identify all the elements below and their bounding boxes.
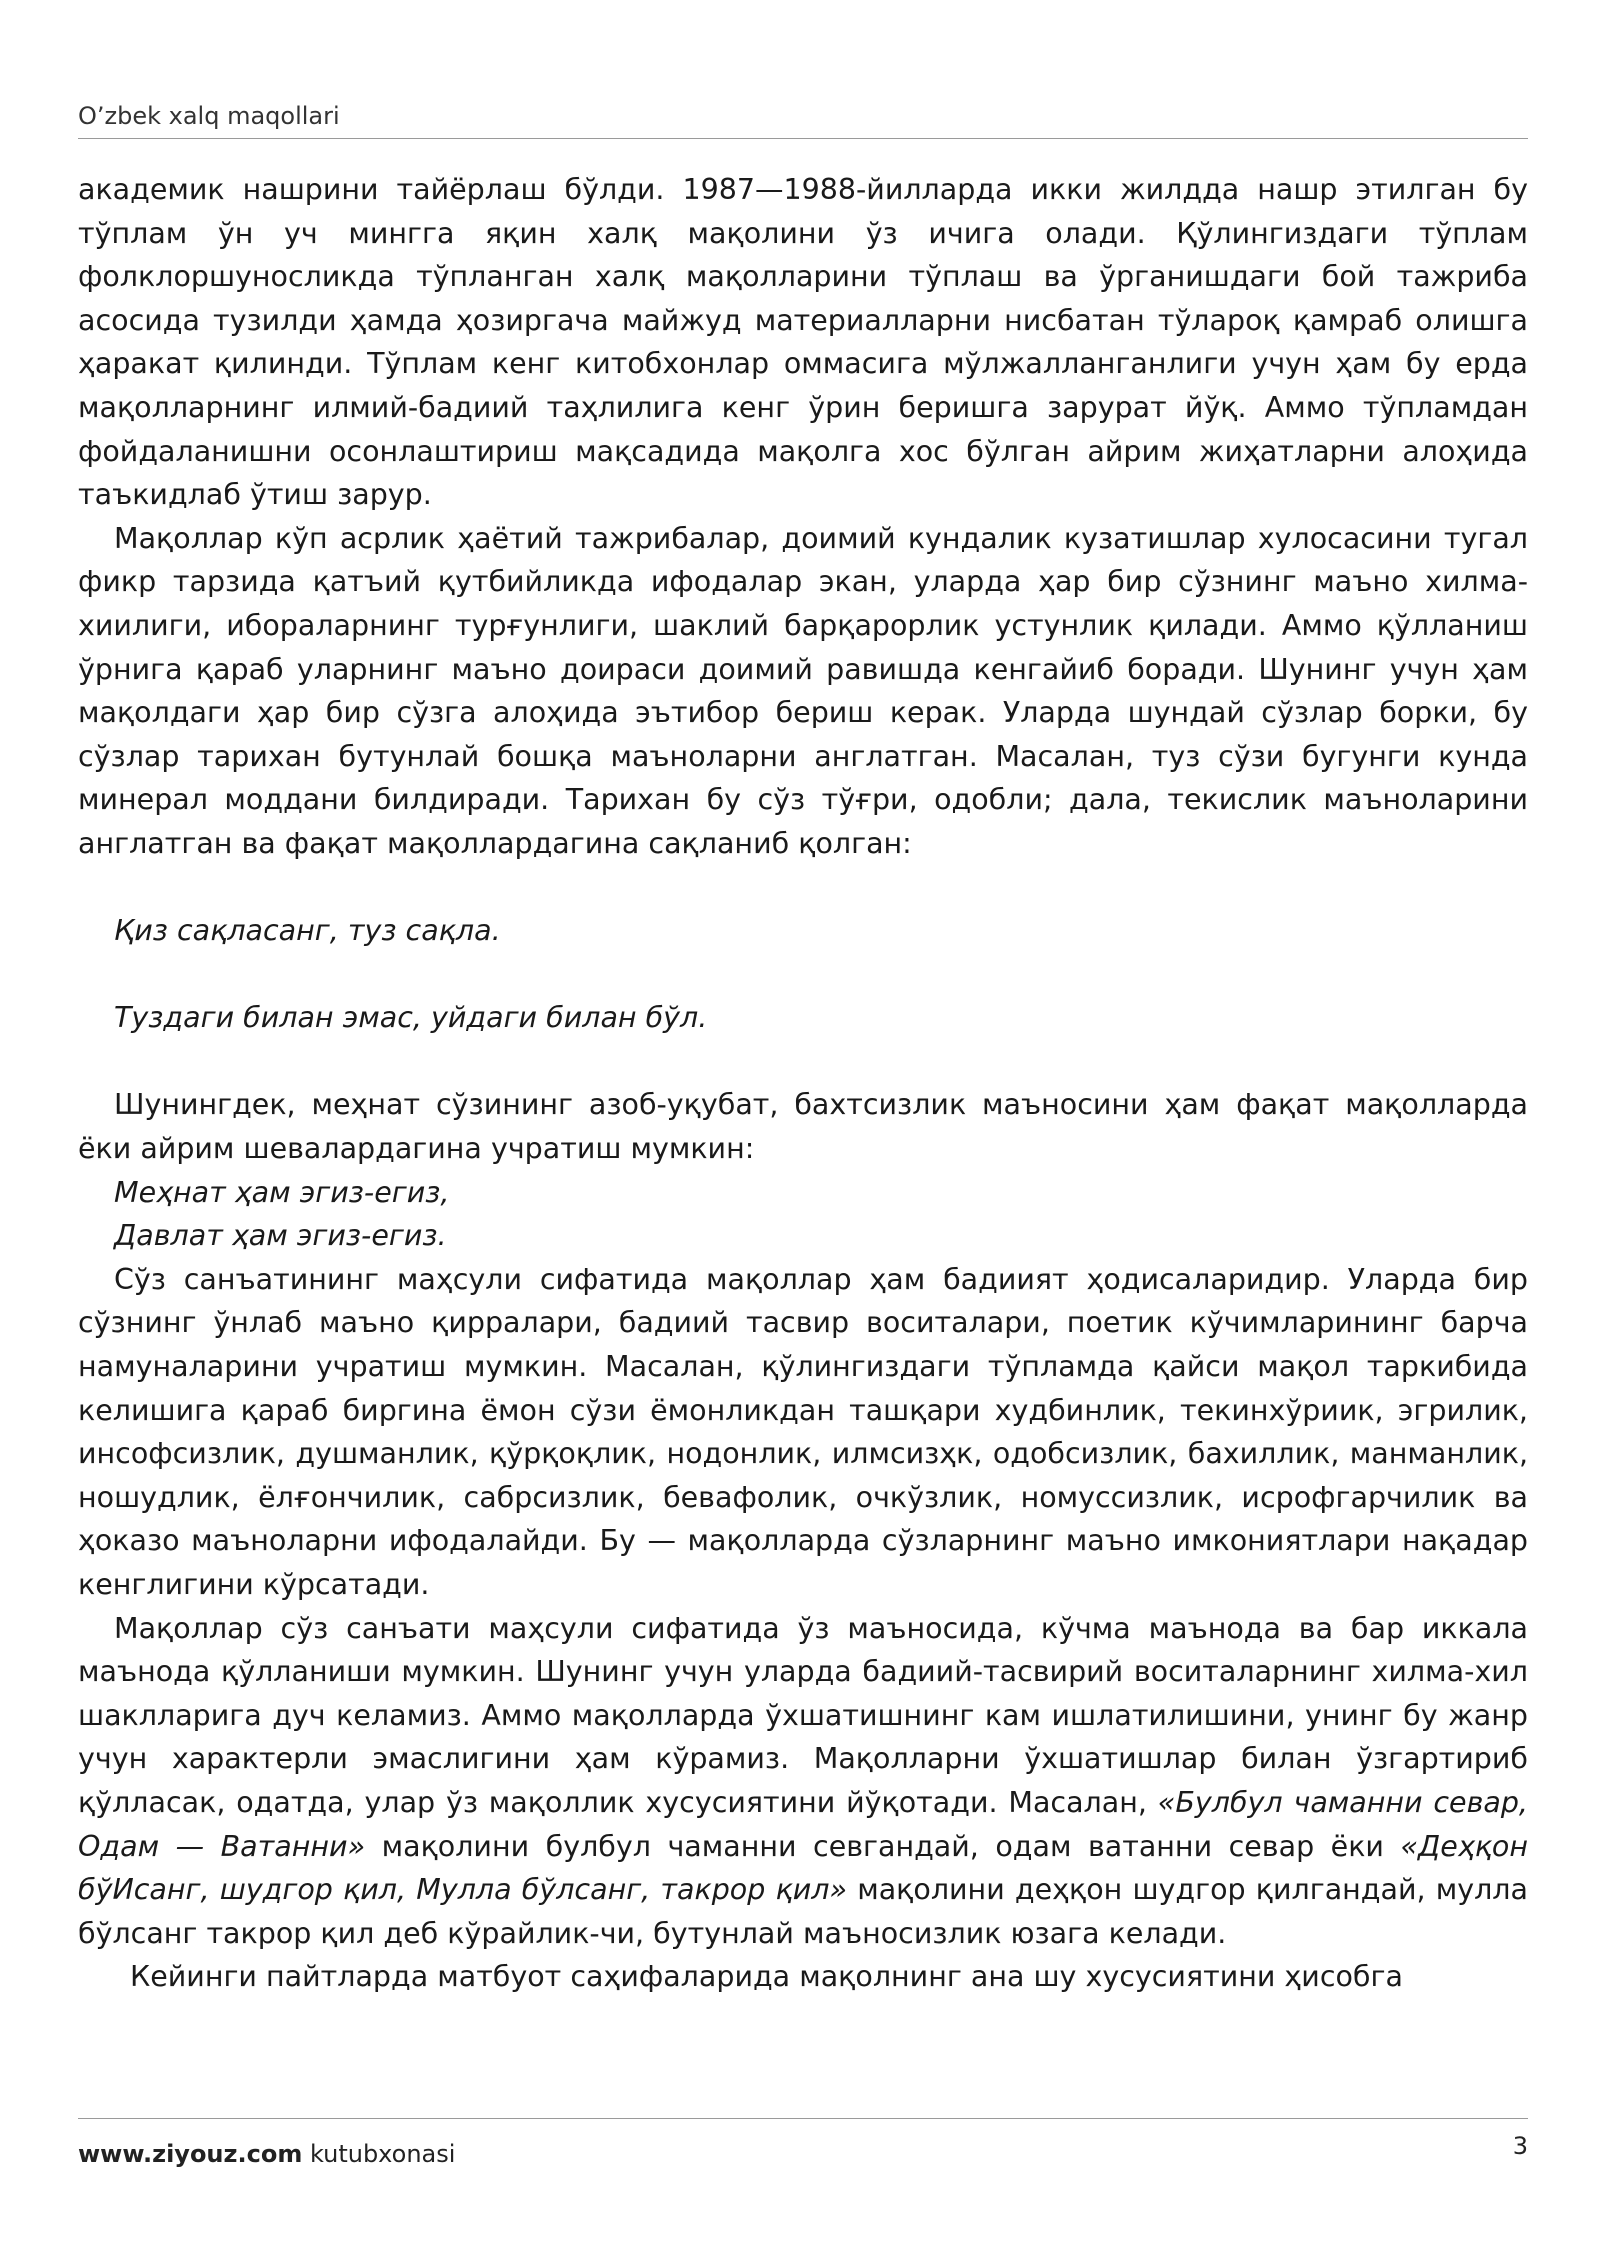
proverb-example: Меҳнат ҳам эгиз-егиз, [114, 1175, 450, 1209]
site-link[interactable]: www.ziyouz.com [78, 2140, 303, 2168]
quoted-proverb: «Деҳқон бўИсанг, шудгор қил, Мулла бўлсанг, такрор қил» [78, 1829, 1528, 1907]
paragraph-text: мақолини булбул чаманни севгандай, одам ватанни севар ёки [365, 1829, 1401, 1863]
paragraph [78, 1607, 1528, 1956]
paragraph: Сўз санъатининг маҳсули сифатида мақоллар ҳам бадиият ҳодисаларидир. Уларда бир сўзнинг ўнлаб маъно қирралари, бадиий тасвир воситалари, поетик кўчимларининг барча намуналарини учратиш мумкин. Масалан, қўлингиздаги тўпламда қайси мақол таркибида келишига қараб биргина ёмон сўзи ёмонликдан ташқари худбинлик, текинхўриик, эгрилик, инсофсизлик, душманлик, қўрқоқлик, нодонлик, илмсизҳк, одобсизлик, бахиллик, манманлик, ношудлик, ёлғончилик, сабрсизлик, бевафолик, очкўзлик, номуссизлик, исрофгарчилик ва ҳоказо маъноларни ифодалайди. Бу — мақолларда сўзларнинг маъно имкониятлари нақадар кенглигини кўрсатади. [78, 1262, 1528, 1601]
quoted-proverb: «Булбул чаманни севар, Одам — Ватанни» [78, 1785, 1528, 1863]
footer-divider [78, 2118, 1528, 2119]
page-body [78, 168, 1528, 1999]
header-divider [78, 138, 1528, 139]
paragraph: Кейинги пайтларда матбуот саҳифаларида мақолнинг ана шу хусусиятини ҳисобга [130, 1960, 1403, 1994]
spacer [78, 1040, 1528, 1084]
proverb-example: Қиз сақласанг, туз сақла. [114, 914, 501, 948]
paragraph: Шунингдек, меҳнат сўзининг азоб-уқубат, бахтсизлик маъносини ҳам фақат мақолларда ёки айрим шевалардагина учратиш мумкин: [78, 1088, 1528, 1166]
spacer [78, 953, 1528, 997]
proverb-example: Давлат ҳам эгиз-егиз. [114, 1219, 447, 1253]
page-header [78, 98, 1528, 134]
paragraph-text: Мақоллар сўз санъати маҳсули сифатида ўз маъносида, кўчма маънода ва бар иккала маънода қўлланиши мумкин. Шунинг учун уларда бадиий-тасвирий воситаларнинг хилма-хил шаклларига дуч келамиз. Аммо мақолларда ўхшатишнинг кам ишлатилишини, унинг бу жанр учун характерли эмаслигини ҳам кўрамиз. Мақолларни ўхшатишлар билан ўзгартириб қўлласак, одатда, улар ўз мақоллик хусусиятини йўқотади. Масалан, [78, 1611, 1528, 1819]
proverb-example: Туздаги билан эмас, уйдаги билан бўл. [114, 1001, 708, 1035]
paragraph: академик нашрини тайёрлаш бўлди. 1987—1988-йилларда икки жилдда нашр этилган бу тўплам ўн уч мингга яқин халқ мақолини ўз ичига олади. Қўлингиздаги тўплам фолклоршуносликда тўпланган халқ мақолларини тўплаш ва ўрганишдаги бой тажриба асосида тузилди ҳамда ҳозиргача майжуд материалларни нисбатан тўлароқ қамраб олишга ҳаракат қилинди. Тўплам кенг китобхонлар оммасига мўлжалланганлиги учун ҳам бу ерда мақолларнинг илмий-бадиий таҳлилига кенг ўрин беришга зарурат йўқ. Аммо тўпламдан фойдаланишни осонлаштириш мақсадида мақолга хос бўлган айрим жиҳатларни алоҳида таъкидлаб ўтиш зарур. [78, 173, 1528, 512]
footer-credit [78, 2136, 455, 2172]
spacer [78, 866, 1528, 910]
paragraph: Мақоллар кўп асрлик ҳаётий тажрибалар, доимий кундалик кузатишлар хулосасини тугал фикр тарзида қатъий қутбийликда ифодалар экан, уларда ҳар бир сўзнинг маъно хилма-хиилиги, ибораларнинг турғунлиги, шаклий барқарорлик устунлик қилади. Аммо қўлланиш ўрнига қараб уларнинг маъно доираси доимий равишда кенгайиб боради. Шунинг учун ҳам мақолдаги ҳар бир сўзга алоҳида эътибор бериш керак. Уларда шундай сўзлар борки, бу сўзлар тарихан бутунлай бошқа маъноларни англатган. Масалан, туз сўзи бугунги кунда минерал моддани билдиради. Тарихан бу сўз тўғри, одобли; дала, текислик маъноларини англатган ва фақат мақоллардагина сақланиб қолган: [78, 521, 1528, 860]
running-title: O’zbek xalq maqollari [78, 102, 340, 130]
footer-label: kutubxonasi [302, 2140, 456, 2168]
paragraph-text: мақолини деҳқон шудгор қилгандай, мулла бўлсанг такрор қил деб кўрайлик-чи, бутунлай маъносизлик юзага келади. [78, 1873, 1528, 1950]
page-number: 3 [1512, 2132, 1528, 2160]
